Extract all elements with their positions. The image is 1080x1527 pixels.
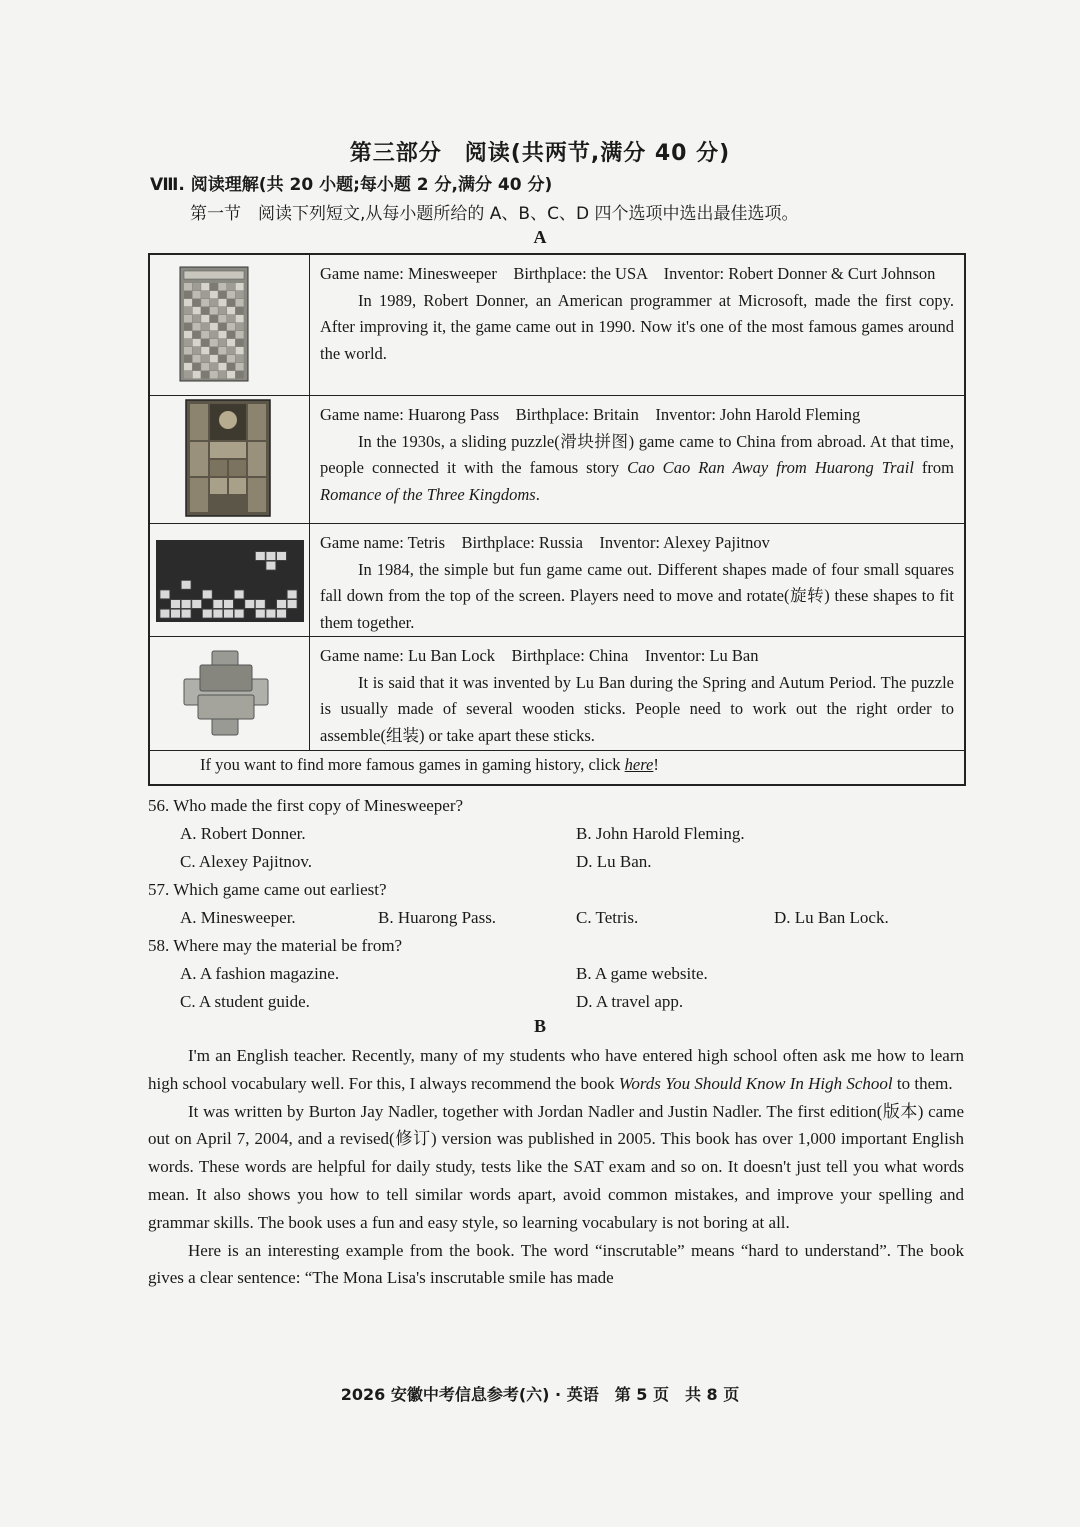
part-title: 第三部分 阅读(共两节,满分 40 分) [349, 141, 731, 166]
here-link[interactable]: here [624, 755, 654, 774]
page-footer: 2026 安徽中考信息参考(六) · 英语 第 5 页 共 8 页 [340, 1385, 740, 1404]
question-options [148, 848, 968, 876]
option-b[interactable]: B. John Harold Fleming. [576, 824, 745, 843]
option-b[interactable]: B. A game website. [576, 964, 708, 983]
table-footer: If you want to find more famous games in gaming history, click here! [200, 755, 659, 774]
game-meta: Game name: Lu Ban Lock Birthplace: China Inventor: Lu Ban [320, 646, 759, 665]
book-title: Words You Should Know In High School [618, 1073, 893, 1093]
game-description: In the 1930s, a sliding puzzle(滑块拼图) game came to China from abroad. At that time, people connected it with the famous story Cao Cao Ran Away from Huarong Trail from Romance of the Three Kingdoms. [320, 431, 955, 504]
questions-block [148, 792, 968, 1016]
game-meta: Game name: Tetris Birthplace: Russia Inventor: Alexey Pajitnov [320, 533, 770, 552]
option-d[interactable]: D. A travel app. [576, 992, 684, 1011]
option-b[interactable]: B. Huarong Pass. [378, 908, 497, 927]
game-text-cell [320, 261, 954, 367]
option-c[interactable]: C. Alexey Pajitnov. [180, 852, 313, 871]
option-c[interactable]: C. Tetris. [576, 908, 639, 927]
game-description: In 1984, the simple but fun game came out. Different shapes made of four small squares fall down from the top of the screen. Players need to move and rotate(旋转) these shapes to fit them together. [320, 559, 954, 632]
question-stem: 58. Where may the material be from? [148, 936, 403, 955]
question-stem: 57. Which game came out earliest? [148, 880, 387, 899]
game-image-cell [150, 524, 310, 636]
question-stem: 56. Who made the first copy of Minesweeper? [148, 796, 464, 815]
question-options [148, 904, 968, 932]
passage-b-label: B [533, 1016, 546, 1036]
story-title: Cao Cao Ran Away from Huarong Trail [627, 458, 914, 477]
tetris-image [150, 524, 310, 635]
game-meta: Game name: Minesweeper Birthplace: the USA Inventor: Robert Donner & Curt Johnson [320, 264, 936, 283]
game-image-cell [150, 255, 310, 395]
option-d[interactable]: D. Lu Ban. [576, 852, 652, 871]
option-d[interactable]: D. Lu Ban Lock. [774, 908, 889, 927]
game-image-cell [150, 396, 310, 523]
game-row-minesweeper [150, 255, 964, 396]
huarong-pass-image [150, 396, 310, 522]
game-row-huarong-pass [150, 396, 964, 524]
minesweeper-image [150, 255, 310, 394]
passage-a-label: A [533, 227, 547, 247]
option-a[interactable]: A. A fashion magazine. [180, 964, 340, 983]
section-instruction: 第一节 阅读下列短文,从每小题所给的 A、B、C、D 四个选项中选出最佳选项。 [190, 204, 799, 224]
game-row-tetris [150, 524, 964, 637]
games-table [148, 253, 966, 786]
option-a[interactable]: A. Robert Donner. [180, 824, 306, 843]
game-description: It is said that it was invented by Lu Ban during the Spring and Autum Period. The puzzle is usually made of several wooden sticks. People need to work out the right order to assemble(组装) or take apart these sticks. [320, 672, 954, 745]
question-options [148, 820, 968, 848]
option-c[interactable]: C. A student guide. [180, 992, 310, 1011]
game-row-lu-ban-lock [150, 637, 964, 751]
game-image-cell [150, 637, 310, 750]
lu-ban-lock-image [150, 637, 310, 749]
passage-paragraph: Here is an interesting example from the book. The word “inscrutable” means “hard to understand”. The book gives a clear sentence: “The Mona Lisa's inscrutable smile has made [148, 1240, 964, 1288]
passage-b [148, 1042, 964, 1292]
game-text-cell [320, 643, 954, 749]
passage-paragraph: It was written by Burton Jay Nadler, together with Jordan Nadler and Justin Nadler. The first edition(版本) came out on April 7, 2004, and a revised(修订) version was published in 2005. This book has over 1,000 important English words. These words are helpful for daily study, tests like the SAT exam and so on. It doesn't just tell you what words mean. It also shows you how to tell similar words apart, avoid common mistakes, and improve your spelling and grammar skills. The book uses a fun and easy style, so learning vocabulary is not boring at all. [148, 1101, 964, 1232]
option-a[interactable]: A. Minesweeper. [180, 908, 296, 927]
game-text-cell [320, 402, 954, 508]
section-heading: Ⅷ. 阅读理解(共 20 小题;每小题 2 分,满分 40 分) [150, 175, 553, 195]
passage-paragraph: I'm an English teacher. Recently, many of my students who have entered high school often ask me how to learn high school vocabulary well. For this, I always recommend the book Words You Should Know In High School to them. [148, 1046, 964, 1093]
book-title: Romance of the Three Kingdoms [320, 484, 536, 504]
game-text-cell [320, 530, 954, 636]
question-options [148, 960, 968, 988]
game-meta: Game name: Huarong Pass Birthplace: Britain Inventor: John Harold Fleming [320, 405, 861, 424]
question-options [148, 988, 968, 1016]
game-description: In 1989, Robert Donner, an American programmer at Microsoft, made the first copy. After improving it, the game came out in 1990. Now it's one of the most famous games around the world. [320, 290, 954, 363]
